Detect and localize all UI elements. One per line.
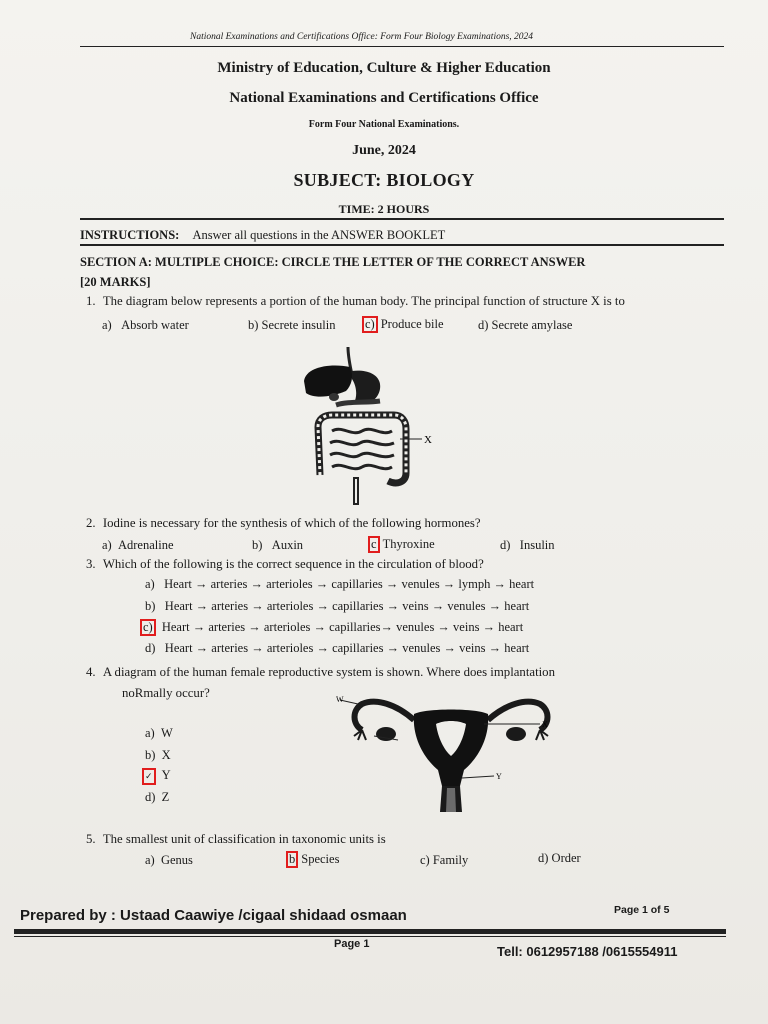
header-rule	[80, 46, 724, 47]
exam-name: Form Four National Examinations.	[308, 119, 460, 130]
q3-option-c[interactable]: c) Heart → arteries → arterioles → capillaries→ venules → veins → heart	[140, 619, 523, 636]
page-of: Page 1 of 5	[614, 904, 670, 916]
q4-option-d[interactable]: d) Z	[145, 790, 170, 804]
q4-option-b[interactable]: b) X	[145, 748, 171, 762]
time-allowed: TIME: 2 HOURS	[338, 202, 430, 216]
instructions-text: Answer all questions in the ANSWER BOOKLET	[192, 228, 446, 242]
answer-mark: ✓	[142, 768, 156, 785]
digestive-system-diagram	[296, 345, 446, 515]
answer-mark: c)	[362, 316, 378, 333]
instructions	[80, 228, 445, 243]
footer-thin-rule	[14, 936, 726, 937]
q2-option-d[interactable]: d) Insulin	[500, 538, 555, 552]
prepared-by: Prepared by : Ustaad Caawiye /cigaal shidaad osmaan	[20, 907, 407, 924]
answer-mark: c	[368, 536, 380, 553]
q5-option-a[interactable]: a) Genus	[145, 853, 193, 867]
female-reproductive-diagram	[336, 690, 566, 814]
q3-option-b[interactable]: b) Heart → arteries → arterioles → capillaries → veins → venules → heart	[145, 599, 530, 613]
section-marks: [20 MARKS]	[80, 275, 151, 289]
q4-option-c[interactable]: ✓ Y	[142, 768, 171, 785]
page-number: Page 1	[334, 938, 370, 950]
q1-option-c[interactable]: c) Produce bile	[362, 316, 444, 333]
question-4: 4. A diagram of the human female reproductive system is shown. Where does implantation	[86, 665, 555, 679]
q5-option-b[interactable]: b Species	[286, 851, 339, 868]
q2-option-a[interactable]: a) Adrenaline	[102, 538, 174, 552]
running-header: National Examinations and Certifications Office: Form Four Biology Examinations, 2024	[190, 32, 534, 42]
q1-option-b[interactable]: b) Secrete insulin	[248, 318, 336, 332]
question-4-line2: noRmally occur?	[122, 686, 210, 700]
q1-option-a[interactable]: a) Absorb water	[102, 318, 189, 332]
q2-option-b[interactable]: b) Auxin	[252, 538, 304, 552]
question-5: 5. The smallest unit of classification in taxonomic units is	[86, 832, 386, 846]
office-title: National Examinations and Certifications Office	[229, 90, 539, 106]
answer-mark: c)	[140, 619, 156, 636]
question-2: 2. Iodine is necessary for the synthesis of which of the following hormones?	[86, 516, 481, 530]
q5-option-d[interactable]: d) Order	[538, 851, 581, 865]
answer-mark: b	[286, 851, 298, 868]
q3-option-a[interactable]: a) Heart → arteries → arterioles → capillaries → venules → lymph → heart	[145, 577, 535, 591]
telephone: Tell: 0612957188 /0615554911	[497, 944, 678, 959]
q2-option-c[interactable]: c Thyroxine	[368, 536, 435, 553]
diagram-label-w: W	[336, 695, 344, 704]
diagram-label-x-uterus: X	[542, 720, 548, 729]
instructions-bottom-rule	[80, 244, 724, 246]
exam-date: June, 2024	[352, 143, 416, 158]
q4-option-a[interactable]: a) W	[145, 726, 173, 740]
section-title: SECTION A: MULTIPLE CHOICE: CIRCLE THE LETTER OF THE CORRECT ANSWER	[80, 255, 586, 269]
question-3: 3. Which of the following is the correct sequence in the circulation of blood?	[86, 557, 484, 571]
question-1: 1. The diagram below represents a portion of the human body. The principal function of structure X is to	[86, 294, 625, 308]
q1-option-d[interactable]: d) Secrete amylase	[478, 318, 573, 332]
instructions-top-rule	[80, 218, 724, 220]
instructions-label: INSTRUCTIONS:	[80, 228, 180, 242]
ministry-title: Ministry of Education, Culture & Higher Education	[217, 60, 551, 76]
footer-thick-rule	[14, 929, 726, 934]
diagram-label-y: Y	[496, 772, 502, 781]
q5-option-c[interactable]: c) Family	[420, 853, 469, 867]
diagram-label-x: X	[424, 434, 432, 446]
q3-option-d[interactable]: d) Heart → arteries → arterioles → capillaries → venules → veins → heart	[145, 641, 530, 655]
subject-title: SUBJECT: BIOLOGY	[293, 170, 475, 190]
